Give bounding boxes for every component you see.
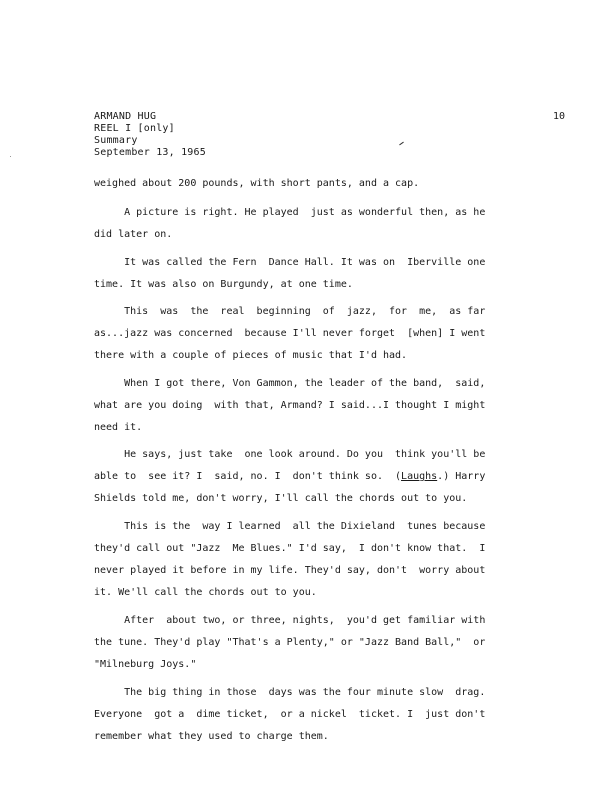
header-name: ARMAND HUG <box>94 111 157 122</box>
text-line: Shields told me, don't worry, I'll call the chords out to you. <box>94 493 468 504</box>
text-line: He says, just take one look around. Do you think you'll be <box>94 449 486 460</box>
text-line: This is the way I learned all the Dixieland tunes because <box>94 521 486 532</box>
text-line: weighed about 200 pounds, with short pants, and a cap. <box>94 178 420 189</box>
header-date: September 13, 1965 <box>94 147 206 158</box>
text-line: it. We'll call the chords out to you. <box>94 587 317 598</box>
text-line: remember what they used to charge them. <box>94 731 329 742</box>
scan-speck <box>10 156 11 157</box>
header-reel: REEL I [only] <box>94 123 175 134</box>
text-line: When I got there, Von Gammon, the leader of the band, said, <box>94 378 486 389</box>
text-line: never played it before in my life. They'd say, don't worry about <box>94 565 486 576</box>
header-type: Summary <box>94 135 138 146</box>
text-line: there with a couple of pieces of music that I'd had. <box>94 350 408 361</box>
text-line: The big thing in those days was the four minute slow drag. <box>94 687 486 698</box>
text-line: did later on. <box>94 229 173 240</box>
pen-mark <box>399 142 404 146</box>
text-line: Everyone got a dime ticket, or a nickel ticket. I just don't <box>94 709 486 720</box>
text-line: After about two, or three, nights, you'd get familiar with <box>94 615 486 626</box>
text-line: This was the real beginning of jazz, for me, as far <box>94 306 486 317</box>
text-line: need it. <box>94 422 143 433</box>
text-line-laughs <box>94 471 485 483</box>
text-line-end: .) Harry <box>437 471 486 482</box>
page-number: 10 <box>553 111 566 122</box>
text-line-start: able to see it? I said, no. I don't think so. ( <box>94 471 402 482</box>
text-line: the tune. They'd play "That's a Plenty," or "Jazz Band Ball," or <box>94 637 486 648</box>
text-line: A picture is right. He played just as wonderful then, as he <box>94 207 486 218</box>
text-line: they'd call out "Jazz Me Blues." I'd say, I don't know that. I <box>94 543 486 554</box>
laughs-annotation: Laughs <box>401 471 438 482</box>
text-line: as...jazz was concerned because I'll never forget [when] I went <box>94 328 486 339</box>
text-line: what are you doing with that, Armand? I said...I thought I might <box>94 400 486 411</box>
document-header <box>94 111 206 159</box>
text-line: "Milneburg Joys." <box>94 659 197 670</box>
text-line: It was called the Fern Dance Hall. It was on Iberville one <box>94 257 486 268</box>
text-line: time. It was also on Burgundy, at one time. <box>94 279 353 290</box>
